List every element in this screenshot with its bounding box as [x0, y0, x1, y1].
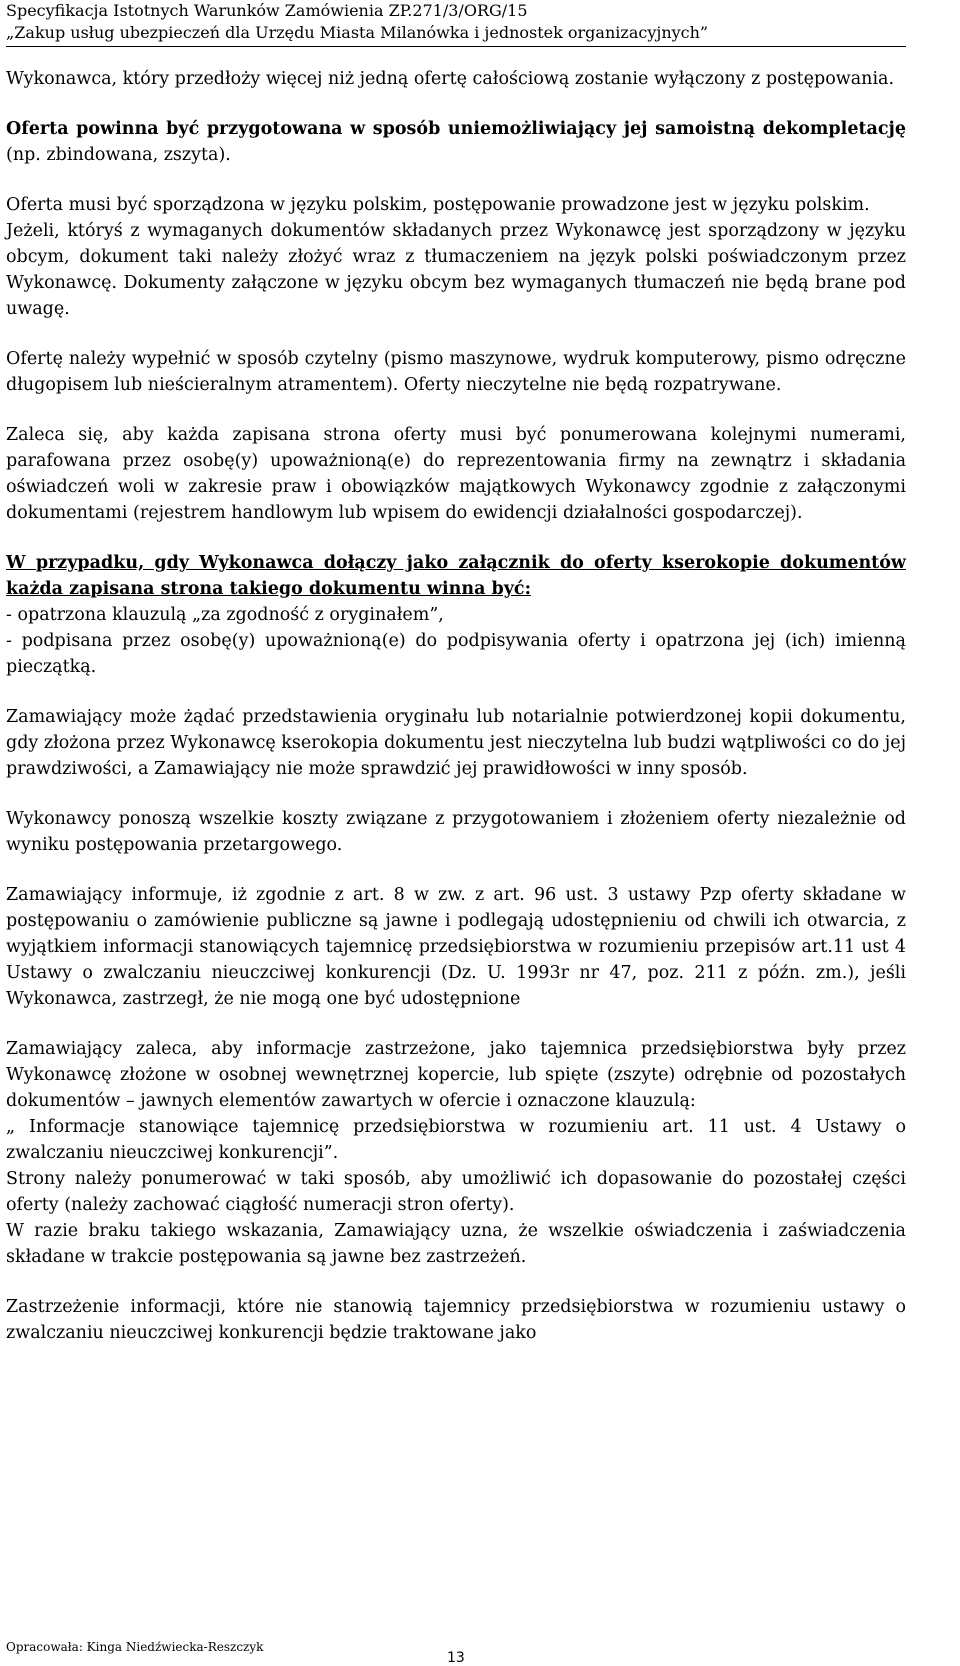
paragraph-page-order: Strony należy ponumerować w taki sposób, aby umożliwić ich dopasowanie do pozostałej części oferty (należy zachować ciągłość numeracji stron oferty).: [6, 1169, 906, 1215]
paragraph-numbering: Zaleca się, aby każda zapisana strona oferty musi być ponumerowana kolejnymi numerami, parafowana przez osobę(y) upoważnioną(e) do reprezentowania firmy na zewnątrz i składania oświadczeń woli w zakresie praw i obowiązków majątkowych Wykonawcy zgodnie z załączonymi dokumentami (rejestrem handlowym lub wpisem do ewidencji działalności gospodarczej).: [6, 425, 906, 523]
header-title: Specyfikacja Istotnych Warunków Zamówienia ZP.271/3/ORG/15: [6, 1, 528, 20]
list-item-signed: - podpisana przez osobę(y) upoważnioną(e) do podpisywania oferty i opatrzona jej (ich) imienną pieczątką.: [6, 631, 906, 677]
paragraph-originals: Zamawiający może żądać przedstawienia oryginału lub notarialnie potwierdzonej kopii dokumentu, gdy złożona przez Wykonawcę kserokopia dokumentu jest nieczytelna lub budzi wątpliwości co do jej prawdziwości, a Zamawiający nie może sprawdzić jej prawidłowości w inny sposób.: [6, 707, 906, 779]
paragraph-clause: „ Informacje stanowiące tajemnicę przedsiębiorstwa w rozumieniu art. 11 ust. 4 Ustawy o zwalczaniu nieuczciwej konkurencji”.: [6, 1117, 906, 1163]
paragraph-binding-rest: (np. zbindowana, zszyta).: [6, 145, 231, 165]
paragraph-costs: Wykonawcy ponoszą wszelkie koszty związane z przygotowaniem i złożeniem oferty niezależnie od wyniku postępowania przetargowego.: [6, 809, 906, 855]
paragraph-binding-bold: Oferta powinna być przygotowana w sposób uniemożliwiający jej samoistną dekompletację: [6, 119, 906, 139]
paragraph-foreign-docs: Jeżeli, któryś z wymaganych dokumentów składanych przez Wykonawcę jest sporządzony w języku obcym, dokument taki należy złożyć wraz z tłumaczeniem na język polski poświadczonym przez Wykonawcę. Dokumenty załączone w języku obcym bez wymaganych tłumaczeń nie będą brane pod uwagę.: [6, 221, 906, 319]
paragraph-confidential: Zamawiający zaleca, aby informacje zastrzeżone, jako tajemnica przedsiębiorstwa były przez Wykonawcę złożone w osobnej wewnętrznej kopercie, lub spięte (zszyte) odrębnie od pozostałych dokumentów – jawnych elementów zawartych w ofercie i oznaczone klauzulą:: [6, 1039, 906, 1111]
header-subtitle: „Zakup usług ubezpieczeń dla Urzędu Miasta Milanówka i jednostek organizacyjnych”: [6, 23, 709, 42]
paragraph-language: Oferta musi być sporządzona w języku polskim, postępowanie prowadzone jest w języku polskim.: [6, 195, 870, 215]
list-item-certified: - opatrzona klauzulą „za zgodność z oryginałem”,: [6, 605, 444, 625]
document-body: [6, 66, 906, 1346]
paragraph-copies-heading: W przypadku, gdy Wykonawca dołączy jako załącznik do oferty kserokopie dokumentów każda zapisana strona takiego dokumentu winna być:: [6, 553, 906, 599]
paragraph-reservation: Zastrzeżenie informacji, które nie stanowią tajemnicy przedsiębiorstwa w rozumieniu ustawy o zwalczaniu nieuczciwej konkurencji będzie traktowane jako: [6, 1297, 906, 1343]
page-number: 13: [447, 1650, 465, 1666]
page-header: [6, 0, 906, 44]
paragraph-exclusion: Wykonawca, który przedłoży więcej niż jedną ofertę całościową zostanie wyłączony z postępowania.: [6, 69, 895, 89]
paragraph-legibility: Ofertę należy wypełnić w sposób czytelny (pismo maszynowe, wydruk komputerowy, pismo odręczne długopisem lub nieścieralnym atramentem). Oferty nieczytelne nie będą rozpatrywane.: [6, 349, 906, 395]
paragraph-binding: [6, 116, 906, 168]
footer-author: Opracowała: Kinga Niedźwiecka-Reszczyk: [6, 1640, 264, 1654]
paragraph-no-indication: W razie braku takiego wskazania, Zamawiający uzna, że wszelkie oświadczenia i zaświadczenia składane w trakcie postępowania są jawne bez zastrzeżeń.: [6, 1221, 906, 1267]
paragraph-disclosure: Zamawiający informuje, iż zgodnie z art. 8 w zw. z art. 96 ust. 3 ustawy Pzp oferty składane w postępowaniu o zamówienie publiczne są jawne i podlegają udostępnieniu od chwili ich otwarcia, z wyjątkiem informacji stanowiących tajemnicę przedsiębiorstwa w rozumieniu przepisów art.11 ust 4 Ustawy o zwalczaniu nieuczciwej konkurencji (Dz. U. 1993r nr 47, poz. 211 z późn. zm.), jeśli Wykonawca, zastrzegł, że nie mogą one być udostępnione: [6, 885, 906, 1009]
header-divider: [6, 46, 906, 47]
